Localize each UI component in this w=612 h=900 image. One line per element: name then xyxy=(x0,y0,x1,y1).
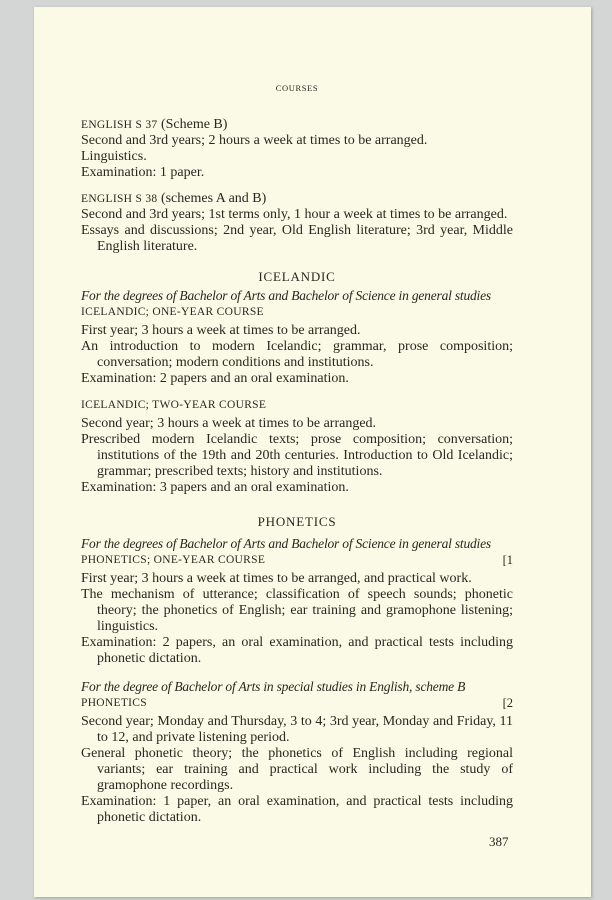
course-title-row xyxy=(81,695,513,711)
degree-line: For the degrees of Bachelor of Arts and Bachelor of Science in general studies xyxy=(81,288,491,303)
section-heading: ICELANDIC xyxy=(258,269,336,284)
page-number: 387 xyxy=(489,834,509,849)
course-line: Examination: 2 papers and an oral examination. xyxy=(81,371,349,386)
course-line: The mechanism of utterance; classification of speech sounds; phonetic theory; the phonetics of English; ear training and gramophone listening; linguistics. xyxy=(81,587,513,634)
course-code: ENGLISH S 37 xyxy=(81,119,158,131)
course-title xyxy=(81,191,513,207)
course-line: Examination: 2 papers, an oral examination, and practical tests including phonetic dictation. xyxy=(81,635,513,666)
degree-line: For the degree of Bachelor of Arts in special studies in English, scheme B xyxy=(81,679,466,694)
course-title: PHONETICS xyxy=(81,697,147,709)
course-line: Prescribed modern Icelandic texts; prose composition; conversation; institutions of the 19th and 20th centuries. Introduction to Old Icelandic; grammar; prescribed texts; history and institutions. xyxy=(81,432,513,479)
course-scheme: (Scheme B) xyxy=(157,117,228,132)
course-line: Second and 3rd years; 2 hours a week at times to be arranged. xyxy=(81,133,428,148)
course-scheme: (schemes A and B) xyxy=(157,191,267,206)
course-title: PHONETICS; ONE-YEAR COURSE xyxy=(81,554,266,566)
course-english-s38 xyxy=(81,191,513,255)
section-icelandic xyxy=(81,269,513,387)
course-title: ICELANDIC; ONE-YEAR COURSE xyxy=(81,306,264,318)
running-head: COURSES xyxy=(275,83,319,93)
course-line: Second year; 3 hours a week at times to be arranged. xyxy=(81,416,377,431)
course-line: Essays and discussions; 2nd year, Old English literature; 3rd year, Middle English literature. xyxy=(81,223,513,254)
course-marker: [2 xyxy=(502,696,513,710)
course-marker: [1 xyxy=(502,553,513,567)
course-line: Examination: 3 papers and an oral examination. xyxy=(81,480,349,495)
course-line: Second year; Monday and Thursday, 3 to 4; 3rd year, Monday and Friday, 11 to 12, and private listening period. xyxy=(81,714,513,745)
course-english-s37 xyxy=(81,117,513,181)
course-line: Examination: 1 paper, an oral examination, and practical tests including phonetic dictation. xyxy=(81,794,513,825)
course-line: First year; 3 hours a week at times to be arranged, and practical work. xyxy=(81,571,472,586)
book-page xyxy=(34,7,591,897)
course-line: General phonetic theory; the phonetics of English including regional variants; ear training and practical work including the study of gramophone recordings. xyxy=(81,746,513,793)
degree-line: For the degrees of Bachelor of Arts and Bachelor of Science in general studies xyxy=(81,536,491,551)
course-line: Linguistics. xyxy=(81,149,147,164)
course-title: ICELANDIC; TWO-YEAR COURSE xyxy=(81,399,267,411)
course-line: Examination: 1 paper. xyxy=(81,165,205,180)
course-phonetics-scheme-b xyxy=(81,679,513,826)
course-code: ENGLISH S 38 xyxy=(81,193,158,205)
course-line: Second and 3rd years; 1st terms only, 1 hour a week at times to be arranged. xyxy=(81,207,508,222)
section-heading: PHONETICS xyxy=(257,514,337,529)
course-icelandic-two-year xyxy=(81,397,513,496)
course-title-row xyxy=(81,552,513,568)
course-line: First year; 3 hours a week at times to be arranged. xyxy=(81,323,361,338)
section-phonetics xyxy=(81,514,513,667)
course-title xyxy=(81,117,513,133)
page-content xyxy=(81,83,513,826)
course-line: An introduction to modern Icelandic; grammar, prose composition; conversation; modern conditions and institutions. xyxy=(81,339,513,370)
